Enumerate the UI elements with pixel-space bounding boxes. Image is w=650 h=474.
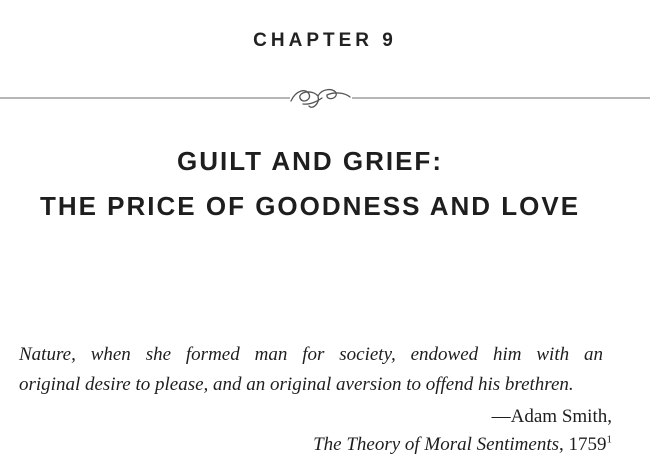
- epigraph-line-2: original desire to please, and an original aversion to offend his brethren.: [19, 374, 574, 395]
- chapter-label: CHAPTER 9: [253, 30, 397, 51]
- flourish-ornament-icon: [291, 90, 350, 108]
- epigraph-quote: [19, 340, 603, 400]
- chapter-title-line-2: THE PRICE OF GOODNESS AND LOVE: [39, 191, 581, 221]
- attribution-book-title: The Theory of Moral Sentiments: [313, 434, 559, 455]
- attribution-source: [313, 431, 612, 459]
- chapter-title-line-1: GUILT AND GRIEF:: [177, 146, 443, 176]
- divider-rule: [0, 84, 650, 112]
- chapter-divider: [0, 84, 650, 112]
- attribution-year: , 1759: [559, 434, 607, 455]
- epigraph-attribution: [313, 403, 612, 459]
- attribution-author: —Adam Smith,: [491, 406, 612, 427]
- footnote-marker: 1: [606, 433, 612, 446]
- epigraph-line-1: Nature, when she formed man for society, endowed him with an: [19, 344, 603, 365]
